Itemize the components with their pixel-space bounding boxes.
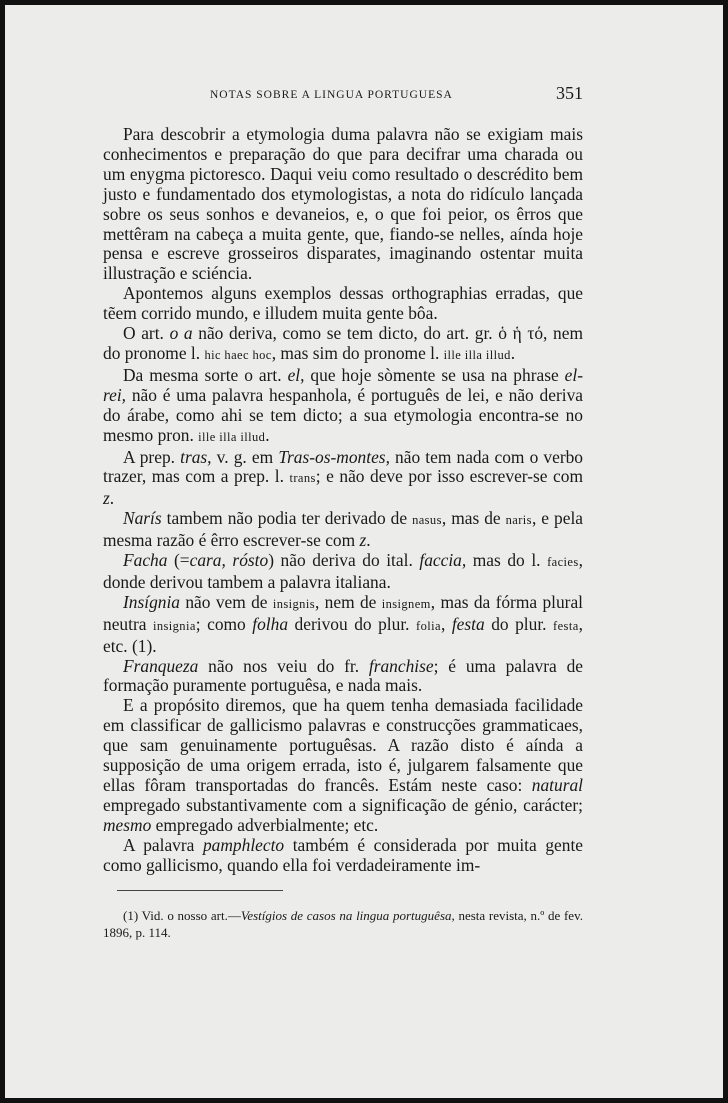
paragraph-5: A prep. tras, v. g. em Tras-os-montes, não tem nada com o verbo trazer, mas com a prep. l. trans; e não deve por isso escrever-se com z. bbox=[103, 446, 583, 509]
paragraph-11: A palavra pamphlecto também é considerada por muita gente como gallicismo, quando ella foi verdadeiramente im- bbox=[103, 834, 583, 875]
paragraph-2: Apontemos alguns exemplos dessas orthographias erradas, que tẽem corrido mundo, e illudem muita gente bôa. bbox=[103, 283, 583, 324]
paragraph-4: Da mesma sorte o art. el, que hoje sòmente se usa na phrase el-rei, não é uma palavra hespanhola, é português de lei, e não deriva do árabe, como ahi se tem dicto; a sua etymologia encontra-se no mesmo pron. ille illa illud. bbox=[103, 364, 584, 445]
paragraph-7: Facha (=cara, rósto) não deriva do ital. faccia, mas do l. facies, donde derivou tambem a palavra italiana. bbox=[103, 550, 583, 592]
footnote: (1) Vid. o nosso art.—Vestígios de casos na lingua portuguêsa, nesta revista, n.º de fev. 1896, p. 114. bbox=[103, 908, 583, 940]
paragraph-6: Narís tambem não podia ter derivado de nasus, mas de naris, e pela mesma razão é êrro escrever-se com z. bbox=[103, 508, 583, 551]
paragraph-3: O art. o a não deriva, como se tem dicto, do art. gr. ὁ ἡ τό, nem do pronome l. hic haec hoc, mas sim do pronome l. ille illa illud. bbox=[103, 323, 583, 363]
paragraph-10: E a propósito diremos, que ha quem tenha demasiada facilidade em classificar de gallicismo palavras e construcções grammaticaes, que sam genuinamente portuguêsas. A razão disto é aínda a supposição de uma origem errada, isto é, julgarem falsamente que ellas fôram transportadas do francês. Estám neste caso: natural empregado substantivamente com a significação de génio, carácter; mesmo empregado adverbialmente; etc. bbox=[103, 695, 583, 835]
running-title: NOTAS SOBRE A LINGUA PORTUGUESA bbox=[210, 89, 453, 101]
paragraph-9: Franqueza não nos veiu do fr. franchise; é uma palavra de formação puramente portuguêsa, e nada mais. bbox=[103, 655, 584, 696]
footnote-rule bbox=[117, 890, 283, 891]
paragraph-1: Para descobrir a etymologia duma palavra não se exigiam mais conhecimentos e preparação do que para decifrar uma charada ou um enygma pictoresco. Daqui veiu como resultado o descrédito bem justo e fundamentado dos etymologistas, a nota do ridículo lançada sobre os seus sonhos e devaneios, e, o que foi peior, os êrros que mettêram na cabeça a muita gente, que, fiando-se nelles, aínda hoje pensa e escreve grosseiros disparates, imaginando ostentar muita illustração e sciéncia. bbox=[103, 124, 583, 284]
paragraph-8: Insígnia não vem de insignis, nem de insignem, mas da fórma plural neutra insignia; como folha derivou do plur. folia, festa do plur. festa, etc. (1). bbox=[103, 591, 584, 656]
body-text bbox=[103, 125, 583, 876]
page-number: 351 bbox=[556, 83, 583, 103]
page-header bbox=[105, 83, 583, 107]
